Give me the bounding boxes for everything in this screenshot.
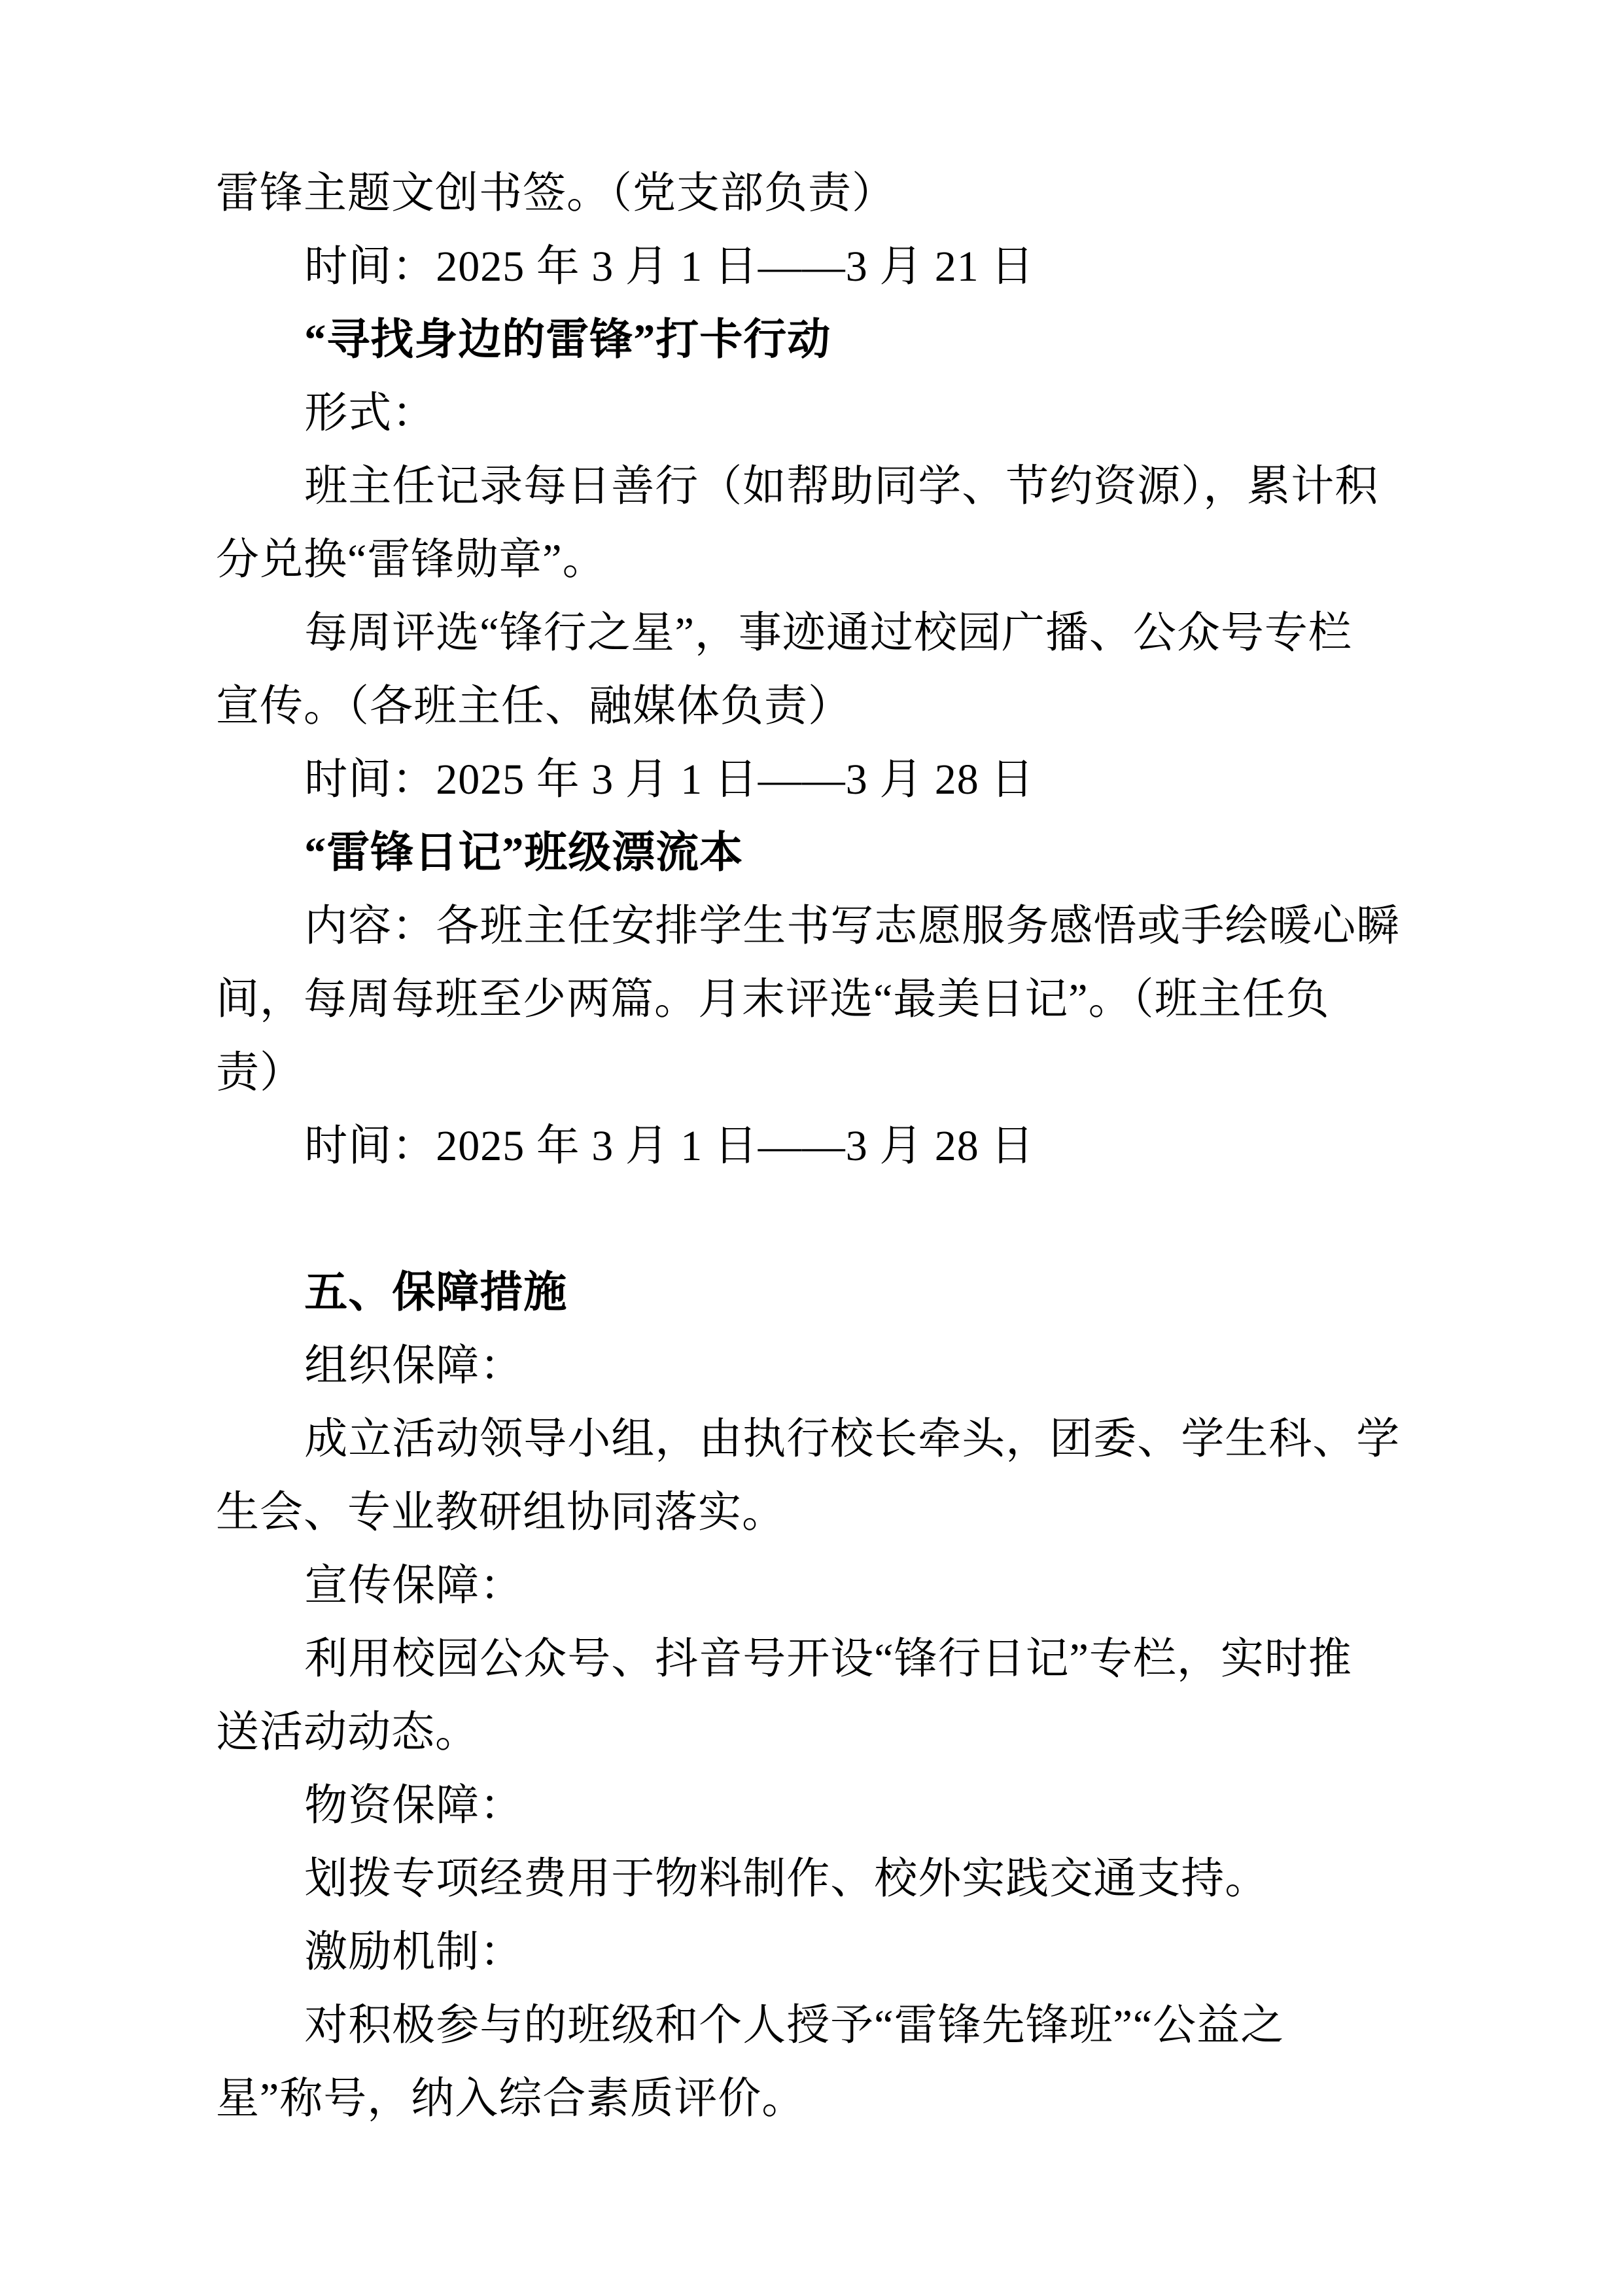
text-line: 时间：2025 年 3 月 1 日——3 月 28 日 [304, 756, 1035, 804]
text-line: 对积极参与的班级和个人授予“雷锋先锋班”“公益之 [304, 2002, 1285, 2049]
text-line: 时间：2025 年 3 月 1 日——3 月 21 日 [304, 243, 1035, 291]
text-line: 成立活动领导小组，由执行校长牵头，团委、学生科、学 [304, 1415, 1401, 1463]
text-line: 宣传保障： [304, 1562, 524, 1610]
document-body [216, 157, 1410, 2136]
section-heading: “寻找身边的雷锋”打卡行动 [304, 316, 831, 364]
text-line: 送活动动态。 [216, 1708, 479, 1756]
text-line: 形式： [304, 389, 436, 437]
text-line: 宣传。（各班主任、融媒体负责） [216, 682, 852, 730]
text-line: 组织保障： [304, 1342, 524, 1390]
text-line: 物资保障： [304, 1782, 524, 1829]
text-line: 间，每周每班至少两篇。月末评选“最美日记”。（班主任负 [216, 976, 1330, 1023]
text-line: 雷锋主题文创书签。（党支部负责） [216, 169, 896, 217]
text-line: 分兑换“雷锋勋章”。 [216, 536, 606, 584]
text-line: 激励机制： [304, 1928, 524, 1976]
text-line: 生会、专业教研组协同落实。 [216, 1489, 786, 1536]
section-heading: “雷锋日记”班级漂流本 [304, 829, 744, 877]
text-line: 班主任记录每日善行（如帮助同学、节约资源），累计积 [304, 463, 1379, 510]
text-line: 责） [216, 1049, 304, 1097]
text-line: 内容：各班主任安排学生书写志愿服务感悟或手绘暖心瞬 [304, 902, 1401, 950]
text-line: 利用校园公众号、抖音号开设“锋行日记”专栏，实时推 [304, 1635, 1352, 1683]
text-line: 星”称号，纳入综合素质评价。 [216, 2075, 806, 2123]
text-line: 时间：2025 年 3 月 1 日——3 月 28 日 [304, 1122, 1035, 1170]
text-line: 划拨专项经费用于物料制作、校外实践交通支持。 [304, 1855, 1269, 1903]
text-line: 每周评选“锋行之星”，事迹通过校园广播、公众号专栏 [304, 609, 1352, 657]
blank-line [216, 1183, 1410, 1256]
section-heading: 五、保障措施 [304, 1269, 568, 1316]
